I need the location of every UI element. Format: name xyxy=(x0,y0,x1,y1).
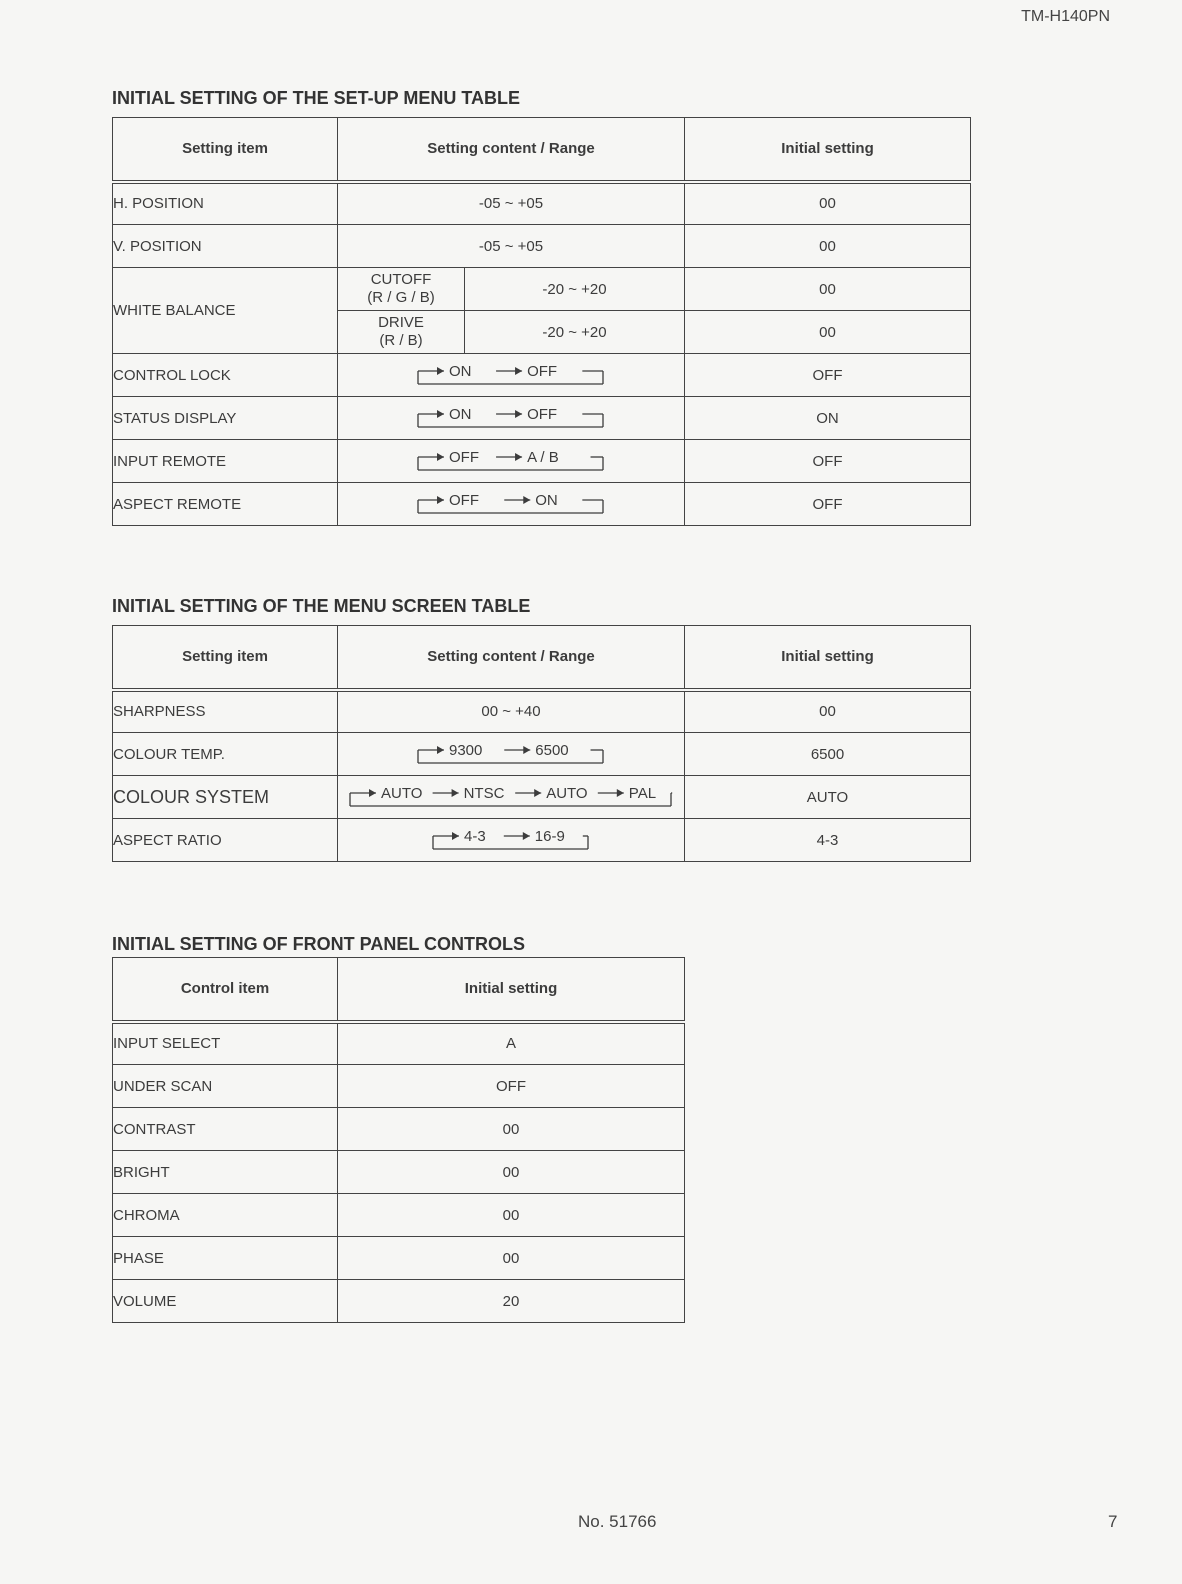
cycle-cell xyxy=(338,776,685,819)
arrow-head xyxy=(617,789,624,797)
cycle-option-label: A / B xyxy=(527,449,559,466)
range-cell: -05 ~ +05 xyxy=(338,225,685,268)
table-header-row xyxy=(113,626,971,690)
initial-cell: 00 xyxy=(685,225,971,268)
arrow-head xyxy=(515,410,522,418)
cycle-option-label: ON xyxy=(449,363,472,380)
arrow-head xyxy=(523,746,530,754)
arrow-head xyxy=(437,410,444,418)
initial-cell: OFF xyxy=(338,1065,685,1108)
cycle-cell xyxy=(338,397,685,440)
header-setting-content: Setting content / Range xyxy=(338,118,685,182)
initial-cell: 00 xyxy=(685,690,971,733)
cycle-diagram-svg xyxy=(416,741,606,767)
sub-item-label: CUTOFF xyxy=(370,271,432,288)
cycle-option-label: NTSC xyxy=(463,785,505,802)
arrow-head xyxy=(437,453,444,461)
cycle-diagram-svg xyxy=(416,362,606,388)
cycle-option-label: PAL xyxy=(628,785,657,802)
range-cell: -05 ~ +05 xyxy=(338,182,685,225)
table-row xyxy=(113,354,971,397)
page-number: 7 xyxy=(1108,1512,1118,1531)
table-row xyxy=(113,819,971,862)
item-cell: STATUS DISPLAY xyxy=(113,397,338,440)
range-cell: 00 ~ +40 xyxy=(338,690,685,733)
arrow-head xyxy=(515,453,522,461)
cycle-arrow-diagram xyxy=(416,405,606,431)
initial-cell: 00 xyxy=(338,1194,685,1237)
setup-menu-table xyxy=(112,117,971,526)
initial-cell: 00 xyxy=(685,268,971,311)
cycle-arrow-diagram xyxy=(416,448,606,474)
table-row xyxy=(113,483,971,526)
table-row xyxy=(113,1280,685,1323)
item-cell: PHASE xyxy=(113,1237,338,1280)
table-row xyxy=(113,733,971,776)
initial-cell: 00 xyxy=(338,1108,685,1151)
header-setting-item: Setting item xyxy=(113,626,338,690)
item-cell: SHARPNESS xyxy=(113,690,338,733)
cycle-option-label: ON xyxy=(535,492,558,509)
header-initial-setting: Initial setting xyxy=(685,118,971,182)
arrow-head xyxy=(523,496,530,504)
sub-item-cutoff xyxy=(338,268,465,311)
cycle-option-label: OFF xyxy=(449,492,479,509)
initial-cell: 4-3 xyxy=(685,819,971,862)
initial-cell: 00 xyxy=(685,311,971,354)
table-header-row xyxy=(113,958,685,1022)
initial-cell: 6500 xyxy=(685,733,971,776)
setup-table-title: INITIAL SETTING OF THE SET-UP MENU TABLE xyxy=(112,88,521,108)
model-number: TM-H140PN xyxy=(1021,8,1110,25)
initial-cell: 00 xyxy=(338,1151,685,1194)
item-cell: WHITE BALANCE xyxy=(113,268,338,354)
table-row xyxy=(113,1065,685,1108)
item-cell: CONTROL LOCK xyxy=(113,354,338,397)
cycle-arrow-diagram xyxy=(416,362,606,388)
initial-cell: 00 xyxy=(338,1237,685,1280)
range-cell: -20 ~ +20 xyxy=(465,268,685,311)
header-control-item: Control item xyxy=(113,958,338,1022)
table-row xyxy=(113,182,971,225)
initial-cell: 00 xyxy=(685,182,971,225)
header-setting-item: Setting item xyxy=(113,118,338,182)
sub-item-label: DRIVE xyxy=(378,314,424,331)
cycle-cell xyxy=(338,440,685,483)
cycle-diagram-svg xyxy=(416,448,606,474)
cycle-cell xyxy=(338,819,685,862)
range-cell: -20 ~ +20 xyxy=(465,311,685,354)
cycle-arrow-diagram xyxy=(416,741,606,767)
cycle-arrow-diagram xyxy=(416,491,606,517)
cycle-option-label: ON xyxy=(449,406,472,423)
item-cell: INPUT REMOTE xyxy=(113,440,338,483)
initial-cell: ON xyxy=(685,397,971,440)
cycle-arrow-diagram xyxy=(348,784,674,810)
item-cell: COLOUR SYSTEM xyxy=(113,776,338,819)
table-row xyxy=(113,268,971,311)
menu-screen-table xyxy=(112,625,971,862)
item-cell: BRIGHT xyxy=(113,1151,338,1194)
item-cell: COLOUR TEMP. xyxy=(113,733,338,776)
menu-table-title: INITIAL SETTING OF THE MENU SCREEN TABLE xyxy=(112,596,531,616)
cycle-option-label: 6500 xyxy=(535,742,569,759)
initial-cell: A xyxy=(338,1022,685,1065)
cycle-diagram-svg xyxy=(416,405,606,431)
initial-cell: OFF xyxy=(685,440,971,483)
header-initial-setting: Initial setting xyxy=(685,626,971,690)
item-cell: CONTRAST xyxy=(113,1108,338,1151)
table-row xyxy=(113,225,971,268)
arrow-head xyxy=(369,789,376,797)
cycle-cell xyxy=(338,733,685,776)
arrow-head xyxy=(437,496,444,504)
arrow-head xyxy=(523,832,530,840)
sub-item-channels: (R / B) xyxy=(379,332,423,349)
cycle-option-label: AUTO xyxy=(546,785,588,802)
cycle-option-label: AUTO xyxy=(381,785,423,802)
table-header-row xyxy=(113,118,971,182)
table-row xyxy=(113,1108,685,1151)
initial-cell: OFF xyxy=(685,354,971,397)
table-row xyxy=(113,397,971,440)
cycle-option-label: OFF xyxy=(527,363,558,380)
cycle-option-label: 4-3 xyxy=(464,828,486,845)
arrow-head xyxy=(452,789,459,797)
front-table-title: INITIAL SETTING OF FRONT PANEL CONTROLS xyxy=(112,934,525,954)
cycle-cell xyxy=(338,354,685,397)
cycle-option-label: 16-9 xyxy=(534,828,565,845)
table-row xyxy=(113,1194,685,1237)
initial-cell: 20 xyxy=(338,1280,685,1323)
document-number: No. 51766 xyxy=(578,1512,657,1531)
arrow-head xyxy=(534,789,541,797)
front-panel-table xyxy=(112,957,685,1323)
header-initial-setting: Initial setting xyxy=(338,958,685,1022)
cycle-option-label: 9300 xyxy=(449,742,483,759)
item-cell: VOLUME xyxy=(113,1280,338,1323)
table-row xyxy=(113,1022,685,1065)
item-cell: INPUT SELECT xyxy=(113,1022,338,1065)
header-setting-content: Setting content / Range xyxy=(338,626,685,690)
arrow-head xyxy=(437,746,444,754)
cycle-option-label: OFF xyxy=(449,449,479,466)
sub-item-drive xyxy=(338,311,465,354)
cycle-arrow-diagram xyxy=(431,827,591,853)
item-cell: ASPECT RATIO xyxy=(113,819,338,862)
item-cell: UNDER SCAN xyxy=(113,1065,338,1108)
table-row xyxy=(113,776,971,819)
arrow-head xyxy=(437,367,444,375)
item-cell: H. POSITION xyxy=(113,182,338,225)
initial-cell: AUTO xyxy=(685,776,971,819)
initial-cell: OFF xyxy=(685,483,971,526)
table-row xyxy=(113,1151,685,1194)
table-row xyxy=(113,1237,685,1280)
item-cell: ASPECT REMOTE xyxy=(113,483,338,526)
cycle-option-label: OFF xyxy=(527,406,558,423)
table-row xyxy=(113,440,971,483)
sub-item-channels: (R / G / B) xyxy=(367,289,435,306)
cycle-diagram-svg xyxy=(416,491,606,517)
item-cell: V. POSITION xyxy=(113,225,338,268)
table-row xyxy=(113,690,971,733)
cycle-cell xyxy=(338,483,685,526)
arrow-head xyxy=(452,832,459,840)
item-cell: CHROMA xyxy=(113,1194,338,1237)
arrow-head xyxy=(515,367,522,375)
cycle-diagram-svg xyxy=(431,827,591,853)
cycle-diagram-svg xyxy=(348,784,674,810)
